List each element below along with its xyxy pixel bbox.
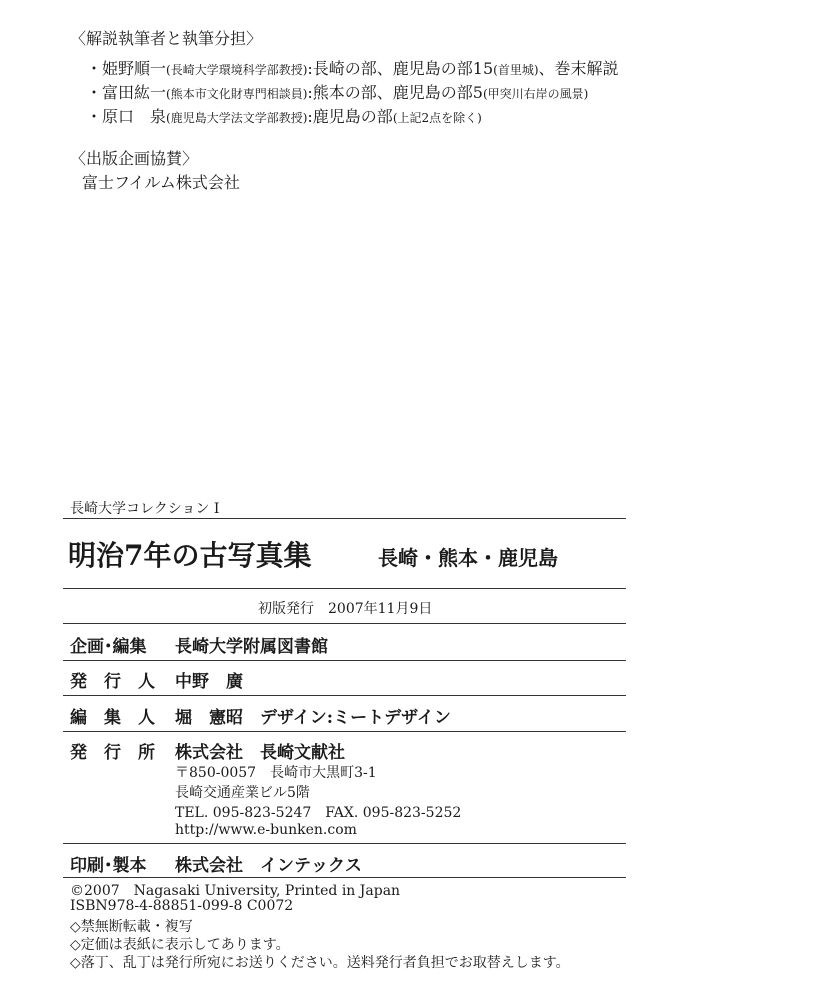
divider xyxy=(63,518,626,519)
author-name: 原口 泉 xyxy=(102,107,167,126)
divider xyxy=(63,623,626,624)
author-affiliation: (鹿児島大学法文学部教授) xyxy=(166,111,308,125)
publisher-label: 発 行 所 xyxy=(70,743,155,763)
publisher-postal-address: 〒850-0057 長崎市大黒町3-1 xyxy=(175,765,377,781)
printing-label: 印刷･製本 xyxy=(70,856,147,876)
author-affiliation: (長崎大学環境科学部教授) xyxy=(166,63,308,77)
author-line-1 xyxy=(86,56,619,79)
bullet: ・ xyxy=(86,107,103,126)
divider xyxy=(63,731,626,732)
publisher-person-label: 発 行 人 xyxy=(70,672,155,692)
author-role-tail: 、巻末解説 xyxy=(538,59,619,78)
editor-label: 編 集 人 xyxy=(70,708,155,728)
publisher-website: http://www.e-bunken.com xyxy=(175,822,357,838)
notice-no-reproduction: ◇禁無断転載・複写 xyxy=(70,919,193,935)
book-subtitle: 長崎・熊本・鹿児島 xyxy=(378,546,558,570)
first-edition-date: 初版発行 2007年11月9日 xyxy=(258,601,433,617)
divider xyxy=(63,660,626,661)
author-role: :鹿児島の部 xyxy=(307,107,393,126)
isbn-line: ISBN978-4-88851-099-8 C0072 xyxy=(70,898,294,914)
author-line-3 xyxy=(86,104,482,127)
sponsor-name: 富士フイルム株式会社 xyxy=(82,173,240,192)
planning-label: 企画･編集 xyxy=(70,637,147,657)
publisher-value: 株式会社 長崎文献社 xyxy=(175,743,345,763)
notice-replacement: ◇落丁、乱丁は発行所宛にお送りください。送料発行者負担でお取替えします。 xyxy=(70,955,570,971)
book-title: 明治7年の古写真集 xyxy=(68,539,312,572)
author-role: :熊本の部、鹿児島の部5 xyxy=(307,83,483,102)
publisher-person-value: 中野 廣 xyxy=(175,672,243,692)
author-role-note: (甲突川右岸の風景) xyxy=(482,87,589,101)
series-name: 長崎大学コレクション Ⅰ xyxy=(70,501,220,517)
copyright-line: ©2007 Nagasaki University, Printed in Japan xyxy=(70,883,401,899)
editor-value: 堀 憲昭 デザイン:ミートデザイン xyxy=(175,708,451,728)
publisher-building: 長崎交通産業ビル5階 xyxy=(175,785,310,801)
printing-value: 株式会社 インテックス xyxy=(175,856,362,876)
author-affiliation: (熊本市文化財専門相談員) xyxy=(166,87,308,101)
divider xyxy=(63,843,626,844)
bullet: ・ xyxy=(86,59,103,78)
author-line-2 xyxy=(86,80,588,103)
publisher-phone-fax: TEL. 095-823-5247 FAX. 095-823-5252 xyxy=(175,805,462,821)
bullet: ・ xyxy=(86,83,103,102)
author-role-note: (首里城) xyxy=(493,63,539,77)
authors-heading: 〈解説執筆者と執筆分担〉 xyxy=(70,29,263,48)
author-name: 姫野順一 xyxy=(102,59,167,78)
divider xyxy=(63,695,626,696)
sponsor-heading: 〈出版企画協賛〉 xyxy=(70,149,199,168)
notice-price: ◇定価は表紙に表示してあります。 xyxy=(70,937,290,953)
author-role: :長崎の部、鹿児島の部15 xyxy=(307,59,494,78)
planning-value: 長崎大学附属図書館 xyxy=(175,637,328,657)
author-role-note: (上記2点を除く) xyxy=(392,111,482,125)
divider xyxy=(63,588,626,589)
divider xyxy=(63,877,626,878)
author-name: 富田紘一 xyxy=(102,83,167,102)
